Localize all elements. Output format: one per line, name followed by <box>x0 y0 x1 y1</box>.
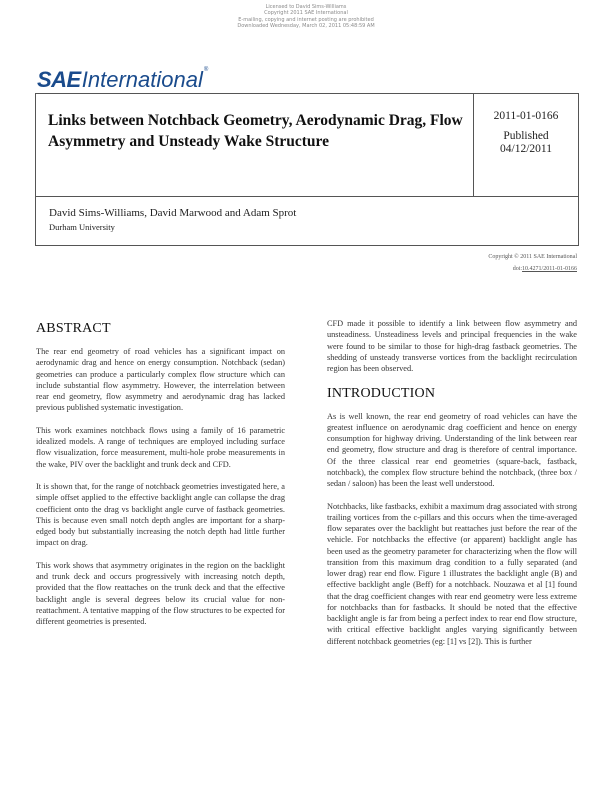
left-column <box>36 318 285 639</box>
logo-trademark: ® <box>203 67 209 73</box>
paper-title: Links between Notchback Geometry, Aerodynamic Drag, Flow Asymmetry and Unsteady Wake Structure <box>48 112 463 150</box>
abstract-paragraph: This work shows that asymmetry originates in the region on the backlight and trunk deck and occurs progressively with increasing notch depth, provided that the flow reattaches on the trunk deck and that the effective backlight angle is several degrees below its crucial value for non-reattachment. A tentative mapping of the flow structures to be expected for different geometries is presented. <box>36 560 285 626</box>
header-divider-horizontal <box>36 196 578 197</box>
paper-header-box <box>35 93 579 246</box>
abstract-paragraph: The rear end geometry of road vehicles has a significant impact on aerodynamic drag and hence on energy consumption. Notchback (sedan) geometries can produce a particularly complex flow structure which can include substantial flow asymmetry. However, the interrelation between rear end geometry, flow asymmetry and aerodynamic drag has lacked previous published systematic investigation. <box>36 347 285 413</box>
abstract-paragraph: It is shown that, for the range of notchback geometries investigated here, a simple offset applied to the effective backlight angle can collapse the drag coefficient onto the drag vs backlight angle curve of fastback geometries. This is because even small notch depth angles are important for a sharp-edged body but substantially increasing the notch depth had little further impact on drag. <box>36 482 285 548</box>
paper-meta <box>474 110 578 157</box>
right-column <box>327 318 577 658</box>
paper-authors: David Sims-Williams, David Marwood and Adam Sprot <box>49 207 297 219</box>
watermark-line: Licensed to David Sims-Williams <box>265 4 347 10</box>
watermark-line: Copyright 2011 SAE International <box>264 10 348 17</box>
abstract-paragraph: This work examines notchback flows using a family of 16 parametric idealized models. A range of techniques are employed including surface flow visualization, force measurement, multi-hole probe measurements in the wake, PIV over the backlight and trunk deck and CFD. <box>36 425 285 469</box>
copyright-block <box>488 251 577 275</box>
introduction-paragraph: As is well known, the rear end geometry of road vehicles can have the greatest influence on aerodynamic drag coefficient and hence on energy consumption for highway driving. Understanding of the link between rear end geometry, flow structure and drag is therefore of central importance. Of the three classical rear end geometries (square-back, fastback, notchback), the complex flow structure behind the notchback, (three box / sedan / saloon) has been the least well understood. <box>327 411 577 488</box>
logo-international: International <box>81 67 203 92</box>
doi-prefix: doi: <box>512 266 523 272</box>
author-affiliation: Durham University <box>49 222 115 232</box>
abstract-heading: ABSTRACT <box>36 321 111 336</box>
introduction-paragraph: Notchbacks, like fastbacks, exhibit a maximum drag associated with strong trailing vortices from the c-pillars and this occurs when the time-averaged flow separates over the backlight but reattaches just before the rear of the vehicle. For notchbacks the effective (or apparent) backlight angle has been used as the geometry parameter for characterizing when the flow will transition from this maximum drag condition to a fully separated (and lower drag) rear end flow. Figure 1 illustrates the backlight angle (B) and effective backlight angle (Beff) for a notchback. Nouzawa et al [1] found that the drag coefficient changes with rear end geometry were less extreme for notchbacks than for fastbacks. It should be noted that the effective backlight angle is far from being a perfect index to rear end flow structure, with critical effective backlight angles varying significantly between different notchback geometries (eg: [1] vs [2]). This is further <box>327 501 577 646</box>
watermark-line: Downloaded Wednesday, March 02, 2011 05:48:59 AM <box>237 23 375 30</box>
paper-number: 2011-01-0166 <box>493 110 559 122</box>
watermark-line: E-mailing, copying and internet posting are prohibited <box>238 16 374 23</box>
logo-sae: SAE <box>37 67 81 92</box>
abstract-continued: CFD made it possible to identify a link between flow asymmetry and unsteadiness. Unsteadiness levels and principal frequencies in the wake were found to be similar to those for high-drag fastback geometries. The shedding of unsteady transverse vortices from the backlight recirculation region has been observed. <box>327 319 577 373</box>
copyright-notice: Copyright © 2011 SAE International <box>488 254 577 260</box>
published-date: 04/12/2011 <box>500 143 552 155</box>
introduction-heading: INTRODUCTION <box>327 385 436 401</box>
license-watermark <box>0 4 612 30</box>
doi-link[interactable]: 10.4271/2011-01-0166 <box>522 266 577 272</box>
sae-international-logo <box>37 67 208 91</box>
published-label: Published <box>503 129 549 142</box>
doi-line <box>488 263 577 275</box>
